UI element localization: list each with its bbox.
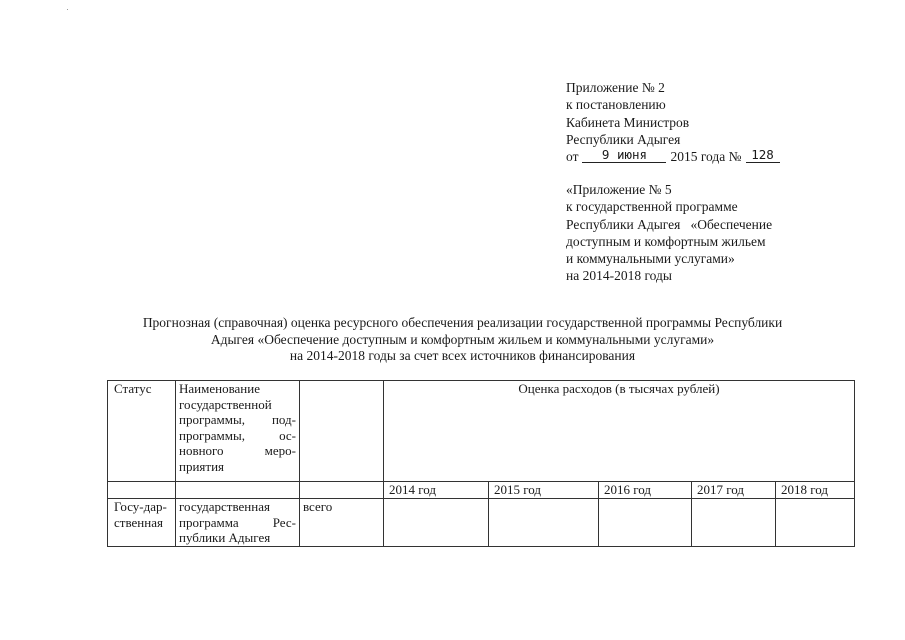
- row1-status: Госу-дар-ственная: [108, 499, 176, 547]
- year-2017: 2017 год: [692, 482, 776, 499]
- date-prefix: от: [566, 149, 579, 165]
- appendix-2-line2: к постановлению: [566, 97, 666, 113]
- appendix-5-header: [566, 181, 772, 285]
- appendix-5-line4: доступным и комфортным жильем: [566, 233, 766, 249]
- year-row-empty-name: [176, 482, 300, 499]
- appendix-2-date-line: [566, 148, 780, 165]
- header-status: Статус: [108, 381, 176, 482]
- header-name: Наименование государственной программы, под-программы, ос-новного меро-приятия: [176, 381, 300, 482]
- table-years-row: [108, 482, 855, 499]
- appendix-5-line2: к государственной программе: [566, 199, 738, 215]
- appendix-2-line3: Кабинета Министров: [566, 114, 690, 130]
- table-header-row: [108, 381, 855, 482]
- row1-source: всего: [300, 499, 384, 547]
- appendix-5-line1: «Приложение № 5: [566, 182, 672, 197]
- year-2014: 2014 год: [384, 482, 489, 499]
- budget-table: [107, 380, 855, 547]
- resolution-number: 128: [746, 148, 780, 163]
- year-row-empty-source: [300, 482, 384, 499]
- appendix-2-line1: Приложение № 2: [566, 80, 665, 95]
- row1-2018: [776, 499, 855, 547]
- row1-name: государственная программа Рес-публики Адыгея: [176, 499, 300, 547]
- title-line1: Прогнозная (справочная) оценка ресурсного обеспечения реализации государственной программы Республики: [142, 315, 783, 330]
- year-text: 2015 года №: [670, 149, 742, 165]
- row1-2016: [599, 499, 692, 547]
- year-2018: 2018 год: [776, 482, 855, 499]
- appendix-2-line4: Республики Адыгея: [566, 131, 681, 147]
- appendix-5-line6: на 2014-2018 годы: [566, 268, 672, 284]
- document-title: [90, 315, 835, 365]
- header-expenses: Оценка расходов (в тысячах рублей): [384, 381, 855, 482]
- row1-2017: [692, 499, 776, 547]
- date-value: 9 июня: [582, 148, 666, 163]
- row1-2015: [489, 499, 599, 547]
- header-source: [300, 381, 384, 482]
- title-line3: на 2014-2018 годы за счет всех источников финансирования: [289, 348, 636, 363]
- row1-2014: [384, 499, 489, 547]
- year-2015: 2015 год: [489, 482, 599, 499]
- table-row: [108, 499, 855, 547]
- scan-artifact: [67, 9, 68, 10]
- year-2016: 2016 год: [599, 482, 692, 499]
- year-row-empty-status: [108, 482, 176, 499]
- appendix-2-header: [566, 79, 780, 165]
- appendix-5-line3: Республики Адыгея «Обеспечение: [566, 216, 773, 232]
- appendix-5-line5: и коммунальными услугами»: [566, 251, 735, 267]
- title-line2: Адыгея «Обеспечение доступным и комфортным жильем и коммунальными услугами»: [210, 331, 715, 347]
